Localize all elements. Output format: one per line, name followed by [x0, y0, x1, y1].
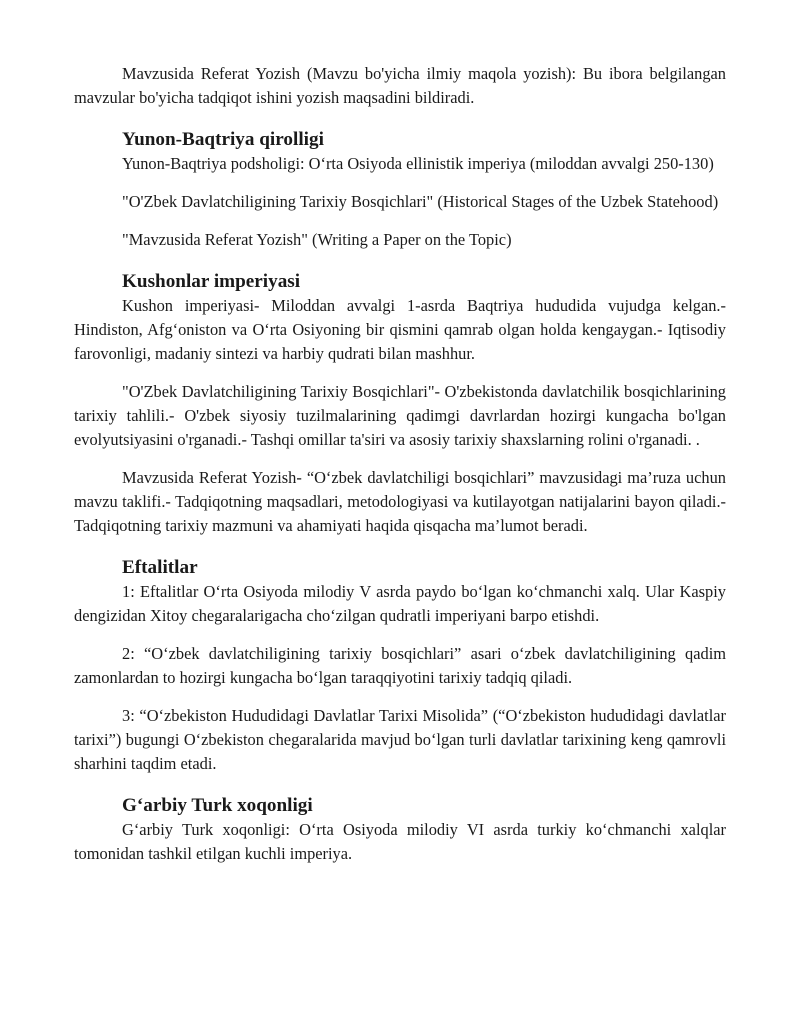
section-heading: Eftalitlar	[122, 557, 198, 578]
section-paragraph: 2: “O‘zbek davlatchiligining tarixiy bosqichlari” asari o‘zbek davlatchiligining qadim zamonlardan to hozirgi kungacha bo‘lgan taraqqiyotini tarixiy tadqiq qiladi.	[74, 644, 726, 687]
section-heading: Yunon-Baqtriya qirolligi	[122, 129, 324, 150]
section-paragraph: "Mavzusida Referat Yozish" (Writing a Paper on the Topic)	[122, 230, 512, 249]
section-heading: Kushonlar imperiyasi	[122, 271, 301, 292]
section-eftalitlar	[74, 556, 726, 776]
document-page	[74, 62, 726, 866]
section-paragraph: 1: Eftalitlar O‘rta Osiyoda milodiy V asrda paydo bo‘lgan ko‘chmanchi xalq. Ular Kaspiy dengizidan Xitoy chegaralarigacha cho‘zilgan qudratli imperiyani barpo etishdi.	[74, 582, 726, 625]
section-paragraph: Mavzusida Referat Yozish- “O‘zbek davlatchiligi bosqichlari” mavzusidagi ma’ruza uchun mavzu taklifi.- Tadqiqotning maqsadlari, metodologiyasi va kutilayotgan natijalarini bayon qiladi.- Tadqiqotning tarixiy mazmuni va ahamiyati haqida qisqacha ma’lumot beradi.	[74, 468, 726, 535]
section-paragraph: "O'Zbek Davlatchiligining Tarixiy Bosqichlari" (Historical Stages of the Uzbek Statehood)	[122, 192, 719, 211]
section-kushonlar	[74, 270, 726, 538]
section-garbiy-turk	[74, 794, 726, 866]
section-paragraph: Yunon-Baqtriya podsholigi: O‘rta Osiyoda ellinistik imperiya (miloddan avvalgi 250-130)	[122, 154, 714, 173]
section-paragraph: "O'Zbek Davlatchiligining Tarixiy Bosqichlari"- O'zbekistonda davlatchilik bosqichlarining tarixiy tahlili.- O'zbek siyosiy tuzilmalarining qadimgi davrlardan hozirgi kungacha bo'lgan evolyutsiyasini o'rganadi.- Tashqi omillar ta'siri va asosiy tarixiy shaxslarning rolini o'rganadi. .	[74, 382, 726, 449]
intro-paragraph: Mavzusida Referat Yozish (Mavzu bo'yicha ilmiy maqola yozish): Bu ibora belgilangan mavzular bo'yicha tadqiqot ishini yozish maqsadini bildiradi.	[74, 64, 726, 107]
section-yunon-baqtriya	[74, 128, 726, 252]
section-paragraph: G‘arbiy Turk xoqonligi: O‘rta Osiyoda milodiy VI asrda turkiy ko‘chmanchi xalqlar tomonidan tashkil etilgan kuchli imperiya.	[74, 820, 726, 863]
section-paragraph: Kushon imperiyasi- Miloddan avvalgi 1-asrda Baqtriya hududida vujudga kelgan.- Hindiston, Afg‘oniston va O‘rta Osiyoning bir qismini qamrab olgan holda kengaygan.- Iqtisodiy farovonligi, madaniy sintezi va harbiy qudrati bilan mashhur.	[74, 296, 726, 363]
section-paragraph: 3: “O‘zbekiston Hududidagi Davlatlar Tarixi Misolida” (“O‘zbekiston hududidagi davlatlar tarixi”) bugungi O‘zbekiston chegaralarida mavjud bo‘lgan turli davlatlar tarixining keng qamrovli sharhini taqdim etadi.	[74, 706, 726, 773]
section-heading: G‘arbiy Turk xoqonligi	[122, 795, 313, 816]
